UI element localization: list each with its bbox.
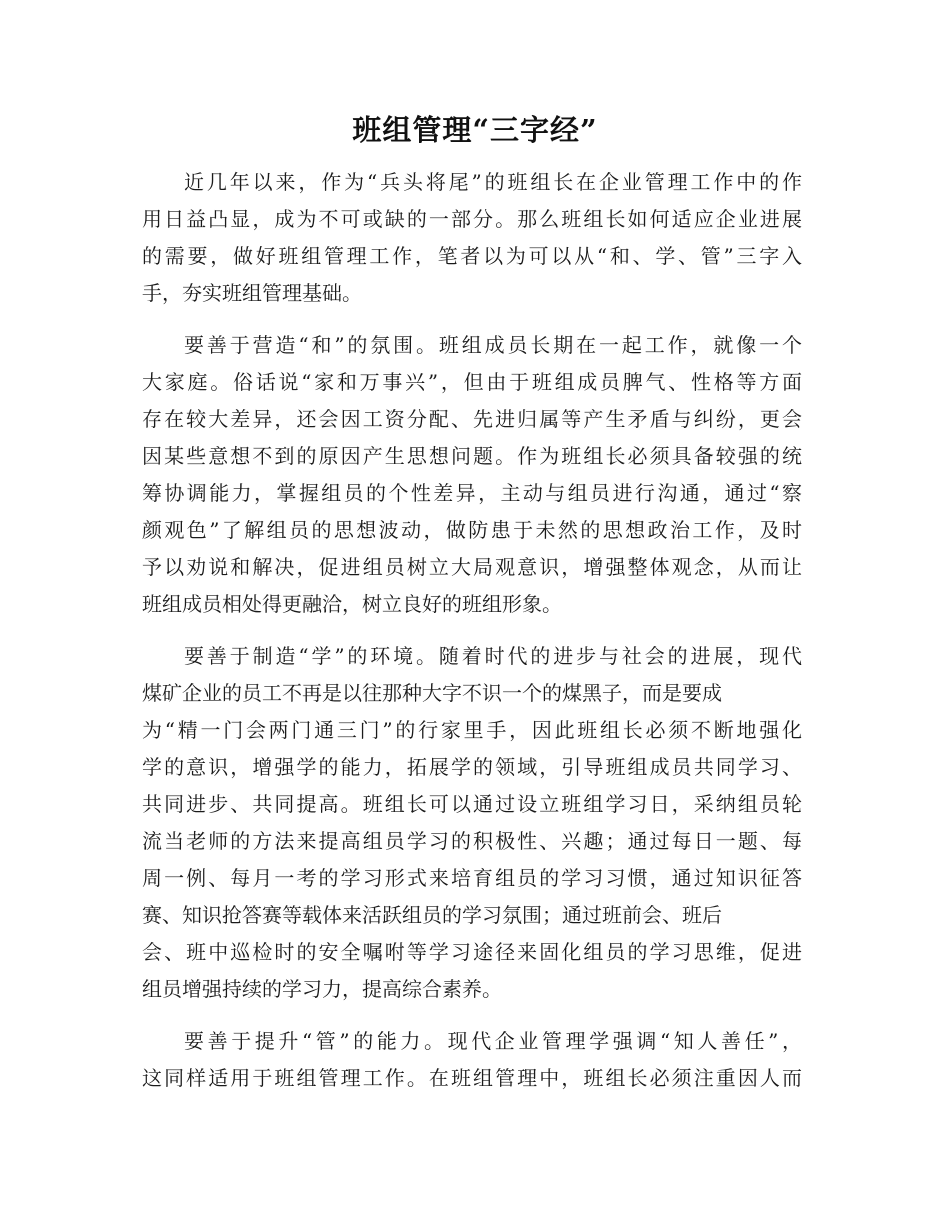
- text-line: 用日益凸显，成为不可或缺的一部分。那么班组长如何适应企业进展: [142, 207, 802, 231]
- text-line: 会、班中巡检时的安全嘱咐等学习途径来固化组员的学习思维，促进: [142, 940, 802, 964]
- text-line: 这同样适用于班组管理工作。在班组管理中，班组长必须注重因人而: [142, 1066, 802, 1090]
- paragraph-harmony: [142, 327, 802, 623]
- text-line: 存在较大差异，还会因工资分配、先进归属等产生矛盾与纠纷，更会: [142, 407, 802, 431]
- text-line: 共同进步、共同提高。班组长可以通过设立班组学习日，采纳组员轮: [142, 792, 802, 816]
- text-line: 班组成员相处得更融洽，树立良好的班组形象。: [142, 592, 562, 616]
- text-line: 赛、知识抢答赛等载体来活跃组员的学习氛围；通过班前会、班后: [142, 903, 722, 927]
- text-line: 颜观色”了解组员的思想波动，做防患于未然的思想政治工作，及时: [142, 518, 802, 542]
- text-line: 近几年以来，作为“兵头将尾”的班组长在企业管理工作中的作: [184, 170, 802, 194]
- text-line: 为“精一门会两门通三门”的行家里手，因此班组长必须不断地强化: [142, 718, 802, 742]
- text-line: 组员增强持续的学习力，提高综合素养。: [142, 977, 502, 1001]
- text-line: 要善于提升“管”的能力。现代企业管理学强调“知人善任”，: [184, 1029, 802, 1053]
- paragraph-management: [142, 1023, 802, 1097]
- text-line: 学的意识，增强学的能力，拓展学的领域，引导班组成员共同学习、: [142, 755, 802, 779]
- document-title: 班组管理“三字经”: [352, 113, 598, 147]
- text-line: 煤矿企业的员工不再是以往那种大字不识一个的煤黑子，而是要成: [142, 681, 722, 705]
- paragraph-learning: [142, 638, 802, 1008]
- text-line: 因某些意想不到的原因产生思想问题。作为班组长必须具备较强的统: [142, 444, 802, 468]
- paragraph-intro: [142, 164, 802, 312]
- document-body: [142, 164, 802, 1112]
- text-line: 周一例、每月一考的学习形式来培育组员的学习习惯，通过知识征答: [142, 866, 802, 890]
- text-line: 手，夯实班组管理基础。: [142, 281, 362, 305]
- text-line: 的需要，做好班组管理工作，笔者以为可以从“和、学、管”三字入: [142, 244, 802, 268]
- text-line: 流当老师的方法来提高组员学习的积极性、兴趣；通过每日一题、每: [142, 829, 802, 853]
- text-line: 予以劝说和解决，促进组员树立大局观意识，增强整体观念，从而让: [142, 555, 802, 579]
- text-line: 筹协调能力，掌握组员的个性差异，主动与组员进行沟通，通过“察: [142, 481, 802, 505]
- text-line: 要善于营造“和”的氛围。班组成员长期在一起工作，就像一个: [184, 333, 802, 357]
- text-line: 要善于制造“学”的环境。随着时代的进步与社会的进展，现代: [184, 644, 802, 668]
- text-line: 大家庭。俗话说“家和万事兴”，但由于班组成员脾气、性格等方面: [142, 370, 802, 394]
